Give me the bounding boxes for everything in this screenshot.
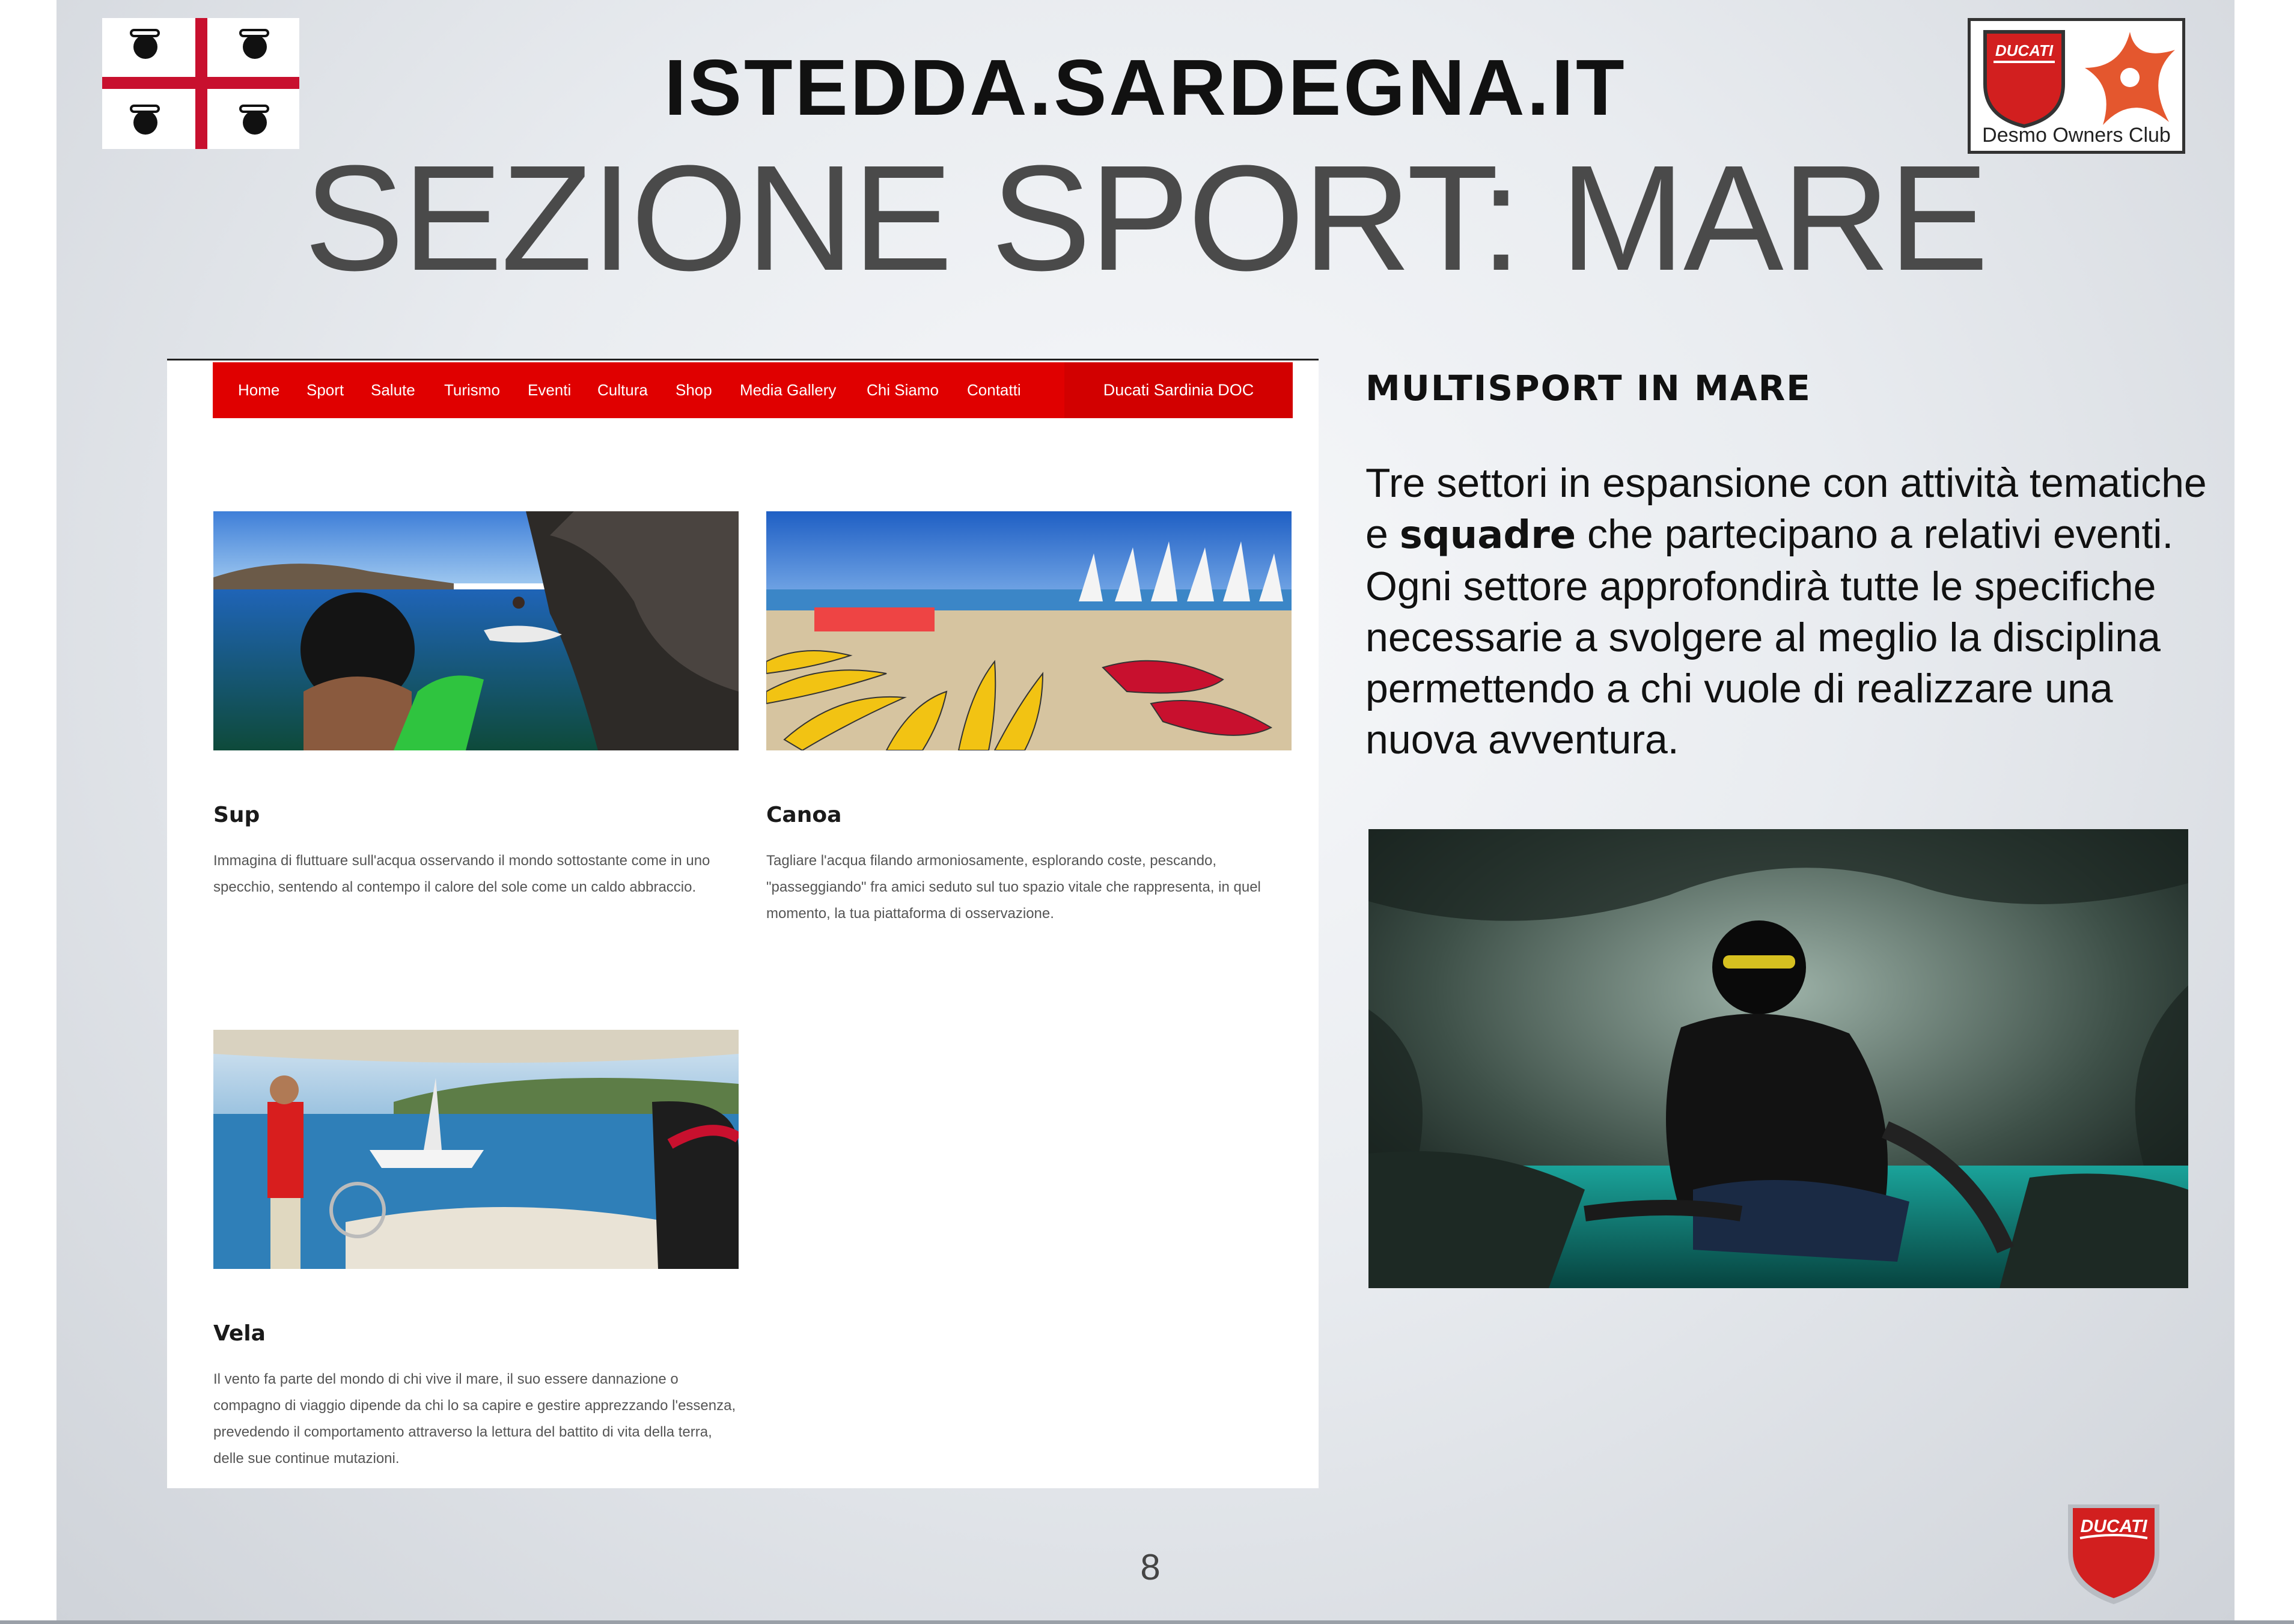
- nav-item-chi-siamo[interactable]: Chi Siamo: [867, 381, 939, 399]
- card-title-canoa[interactable]: Canoa: [766, 803, 842, 827]
- nav-item-salute[interactable]: Salute: [371, 381, 415, 399]
- site-title: ISTEDDA.SARDEGNA.IT: [664, 43, 1627, 132]
- nav-brand-ducati-sardinia[interactable]: Ducati Sardinia DOC: [1064, 362, 1293, 418]
- ducati-logo-icon: [2060, 1498, 2168, 1607]
- nav-item-contatti[interactable]: Contatti: [967, 381, 1021, 399]
- site-nav-bar: [213, 362, 1293, 418]
- nav-item-media-gallery[interactable]: Media Gallery: [740, 381, 837, 399]
- section-heading: MULTISPORT IN MARE: [1365, 368, 1811, 409]
- sup-photo[interactable]: [213, 511, 739, 750]
- cave-photo: [1368, 829, 2188, 1288]
- nav-item-home[interactable]: Home: [238, 381, 280, 399]
- nav-item-cultura[interactable]: Cultura: [597, 381, 648, 399]
- section-description: Tre settori in espansione con attività tematiche e squadre che partecipano a relativi eventi. Ogni settore approfondirà tutte le specifiche necessarie a svolgere al meglio la disciplina permettendo a chi vuole di realizzare una nuova avventura.: [1365, 460, 2207, 762]
- slide-title: SEZIONE SPORT: MARE: [304, 134, 1987, 302]
- card-title-sup[interactable]: Sup: [213, 803, 260, 827]
- nav-item-shop[interactable]: Shop: [676, 381, 712, 399]
- page-number: 8: [1140, 1547, 1161, 1587]
- nav-item-eventi[interactable]: Eventi: [528, 381, 572, 399]
- club-caption: Desmo Owners Club: [1982, 124, 2171, 147]
- nav-item-sport[interactable]: Sport: [307, 381, 344, 399]
- canoa-photo[interactable]: [766, 511, 1292, 750]
- website-screenshot: [167, 359, 1319, 1488]
- svg-text:DUCATI: DUCATI: [2080, 1516, 2147, 1536]
- vela-photo[interactable]: [213, 1030, 739, 1269]
- card-title-vela[interactable]: Vela: [213, 1321, 266, 1346]
- bold-word: squadre: [1399, 513, 1576, 558]
- card-text-canoa: Tagliare l'acqua filando armoniosamente, esplorando coste, pescando, "passeggiando" fra amici seduto sul tuo spazio vitale che rappresenta, in quel momento, la tua piattaforma di osservazione.: [766, 853, 1261, 922]
- slide: [56, 0, 2235, 1624]
- svg-text:DUCATI: DUCATI: [1995, 41, 2054, 59]
- bottom-border: [0, 1620, 2294, 1624]
- card-text-sup: Immagina di fluttuare sull'acqua osservando il mondo sottostante come in uno specchio, sentendo al contempo il calore del sole come un caldo abbraccio.: [213, 853, 710, 895]
- card-text-vela: Il vento fa parte del mondo di chi vive il mare, il suo essere dannazione o compagno di viaggio dipende da chi lo sa capire e gestire apprezzando l'essenza, prevedendo il comportamento attraverso la lettura del battito di vita della terra, delle sue continue mutazioni.: [213, 1371, 736, 1467]
- nav-item-turismo[interactable]: Turismo: [444, 381, 500, 399]
